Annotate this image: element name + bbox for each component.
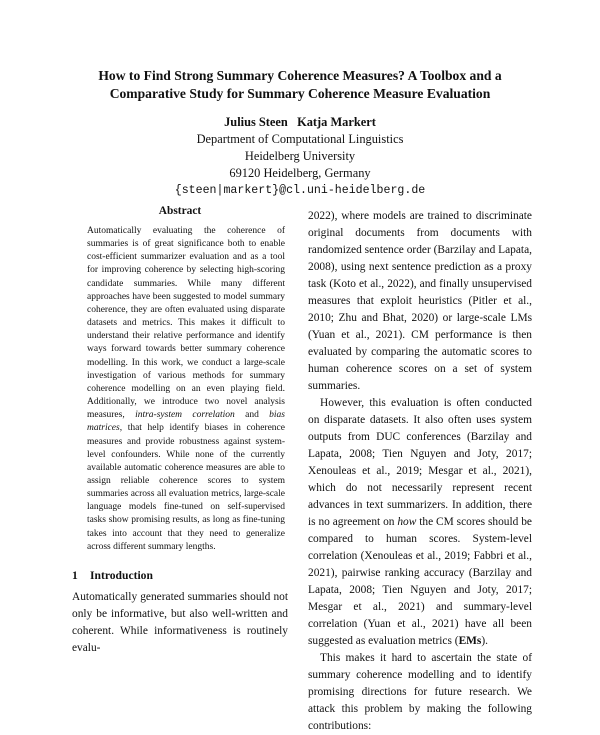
- right-p2-bold-ems: EMs: [458, 635, 482, 647]
- abstract-part-2: and: [234, 410, 270, 421]
- author-email: {steen|markert}@cl.uni-heidelberg.de: [174, 184, 426, 197]
- author-city: 69120 Heidelberg, Germany: [229, 166, 371, 180]
- right-p2-part-c: ).: [481, 635, 489, 647]
- right-paragraph-2: [308, 395, 532, 650]
- right-paragraph-1: 2022), where models are trained to discriminate original documents from documents with randomized sentence order (Barzilay and Lapata, 2008), using next sentence prediction as a proxy task (Koto et al., 2022), and finally unsupervised measures that exploit heuristics (Pitler et al., 2010; Zhu and Bhat, 2020) or large-scale LMs (Yuan et al., 2021). CM performance is then evaluated by comparing the automatic scores to human coherence scores on a set of system summaries.: [308, 210, 532, 392]
- intro-heading: [72, 568, 288, 583]
- author-block: [40, 114, 560, 199]
- right-column: [308, 208, 532, 735]
- abstract-heading: Abstract: [158, 205, 202, 217]
- paper-title: [40, 67, 560, 103]
- right-p2-part-a: However, this evaluation is often conducted on disparate datasets. It also often uses system outputs from DUC conferences (Barzilay and Lapata, 2008; Tien Nguyen and Joty, 2017; Xenouleas et al., 2019; Mesgar et al., 2021), which do not necessarily represent recent advances in text summarizers. In addition, there is no agreement on: [308, 397, 532, 528]
- title-line-1: How to Find Strong Summary Coherence Measures? A Toolbox and a: [98, 68, 502, 83]
- intro-section-number: 1: [72, 568, 78, 582]
- right-p2-part-b: the CM scores should be compared to human scores. System-level correlation (Xenouleas et al., 2019; Fabbri et al., 2021), pairwise ranking accuracy (Barzilay and Lapata, 2008; Tien Nguyen and Joty, 2017; Mesgar et al., 2021) and summary-level correlation (Yuan et al., 2021) have all been suggested as evaluation metrics (: [308, 516, 532, 647]
- author-names: Julius Steen Katja Markert: [224, 115, 376, 129]
- left-column: [72, 204, 288, 657]
- author-department: Department of Computational Linguistics: [196, 132, 404, 146]
- intro-paragraph: Automatically generated summaries should not only be informative, but also well-written and coherent. While informativeness is routinely evalu-: [72, 590, 288, 654]
- abstract-term-intra-system-correlation: intra-system correlation: [135, 410, 235, 421]
- author-university: Heidelberg University: [244, 149, 356, 163]
- abstract-term-bias-matrices: bias matrices: [87, 410, 285, 434]
- right-paragraph-3: This makes it hard to ascertain the state of summary coherence modelling and to identify promising directions for future research. We attack this problem by making the following contributions:: [308, 652, 532, 732]
- intro-section-title: Introduction: [90, 568, 153, 582]
- right-p2-emphasis-how: how: [397, 516, 417, 528]
- abstract-text: [87, 225, 285, 554]
- title-line-2: Comparative Study for Summary Coherence Measure Evaluation: [109, 86, 491, 101]
- abstract-part-3: , that help identify biases in coherence measures and provide robustness against system-level confounders. While none of the currently available automatic coherence measures are able to assign reliable coherence scores to system summaries across all evaluation metrics, large-scale language models fine-tuned on self-supervised tasks show promising results, as long as fine-tuning takes into account that they need to generalize across different summary lengths.: [87, 423, 285, 552]
- abstract-part-1: Automatically evaluating the coherence of summaries is of great significance both to enable cost-efficient summarizer evaluation and as a tool for improving coherence by selecting high-scoring candidate summaries. While many different approaches have been suggested to model summary coherence, they are often evaluated using disparate datasets and metrics. This makes it difficult to understand their relative performance and identify ways forward towards better summary coherence modelling. In this work, we conduct a large-scale investigation of various methods for summary coherence modelling on an even playing field. Additionally, we introduce two novel analysis measures,: [87, 226, 285, 421]
